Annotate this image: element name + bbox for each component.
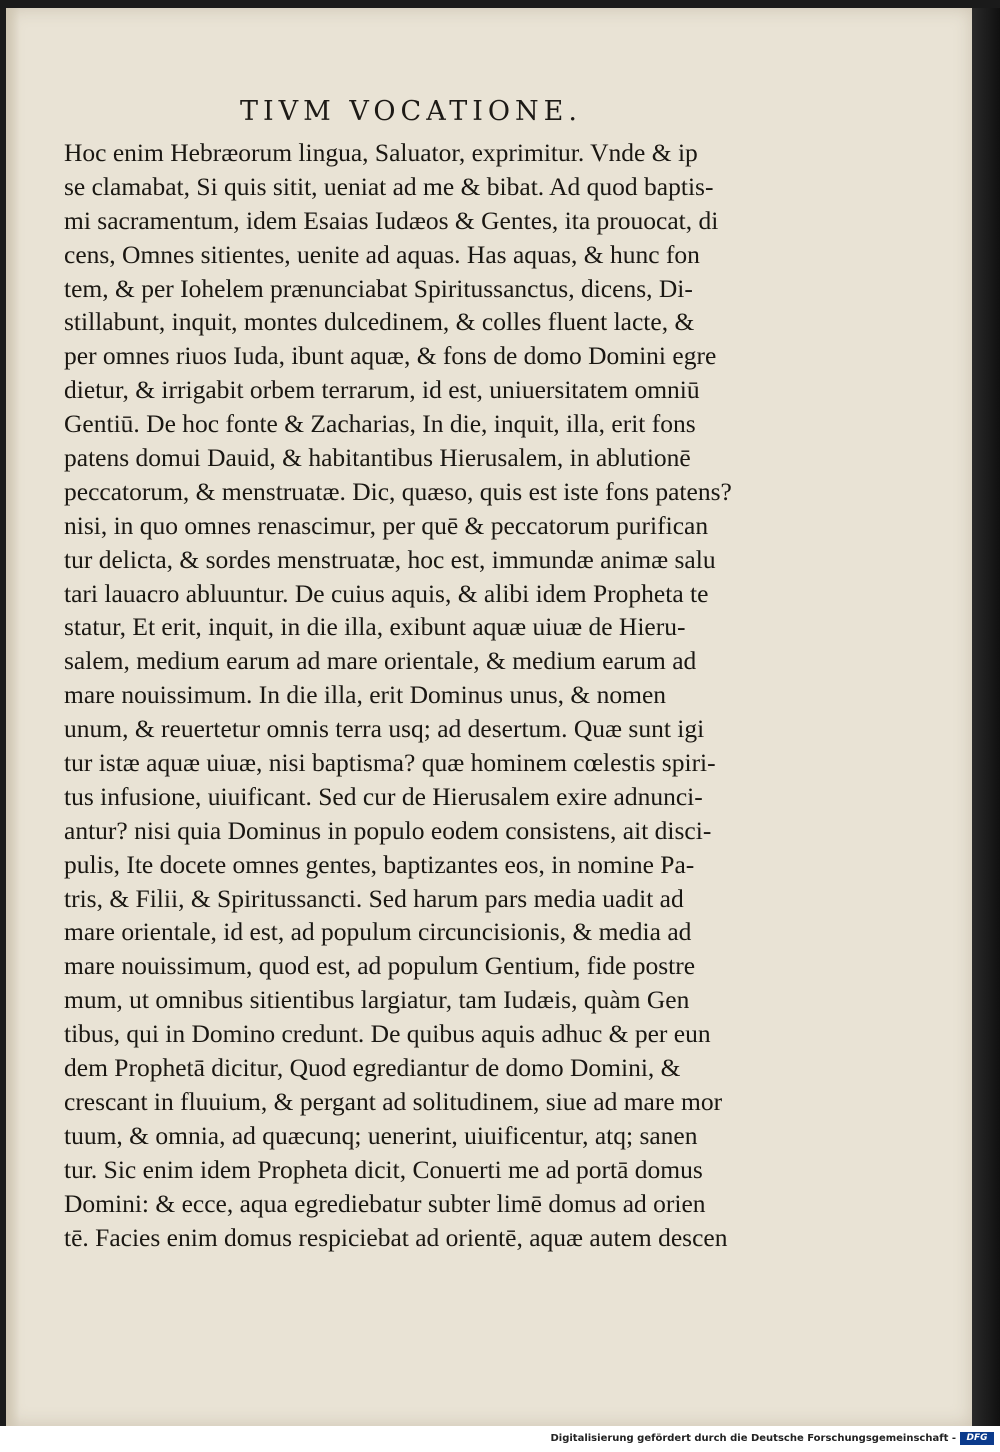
text-line: tem, & per Iohelem prænunciabat Spiritussanctus, dicens, Di- — [64, 273, 693, 303]
text-line: Gentiū. De hoc fonte & Zacharias, In die, inquit, illa, erit fons — [64, 409, 696, 439]
text-line: nisi, in quo omnes renascimur, per quē & peccatorum purifican — [64, 510, 709, 540]
body-text — [64, 136, 804, 1254]
text-line: per omnes riuos Iuda, ibunt aquæ, & fons de domo Domini egre — [64, 341, 717, 371]
text-line: mare orientale, id est, ad populum circuncisionis, & media ad — [64, 917, 692, 947]
text-line: antur? nisi quia Dominus in populo eodem consistens, ait disci- — [64, 815, 712, 845]
text-line: patens domui Dauid, & habitantibus Hierusalem, in ablutionē — [64, 443, 691, 473]
text-line: tur istæ aquæ uiuæ, nisi baptisma? quæ hominem cœlestis spiri- — [64, 748, 716, 778]
text-line: tris, & Filii, & Spiritussancti. Sed harum pars media uadit ad — [64, 883, 684, 913]
text-line: peccatorum, & menstruatæ. Dic, quæso, quis est iste fons patens? — [64, 476, 732, 506]
text-line: mum, ut omnibus sitientibus largiatur, tam Iudæis, quàm Gen — [64, 985, 690, 1015]
text-line: stillabunt, inquit, montes dulcedinem, & colles fluent lacte, & — [64, 307, 695, 337]
text-line: tus infusione, uiuificant. Sed cur de Hierusalem exire adnunci- — [64, 781, 703, 811]
text-line: cens, Omnes sitientes, uenite ad aquas. Has aquas, & hunc fon — [64, 239, 700, 269]
text-line: mare nouissimum. In die illa, erit Dominus unus, & nomen — [64, 680, 667, 710]
scan-frame-right — [972, 8, 1000, 1426]
text-line: tur. Sic enim idem Propheta dicit, Conuerti me ad portā domus — [64, 1154, 703, 1184]
text-line: tur delicta, & sordes menstruatæ, hoc est, immundæ animæ salu — [64, 544, 716, 574]
text-line: crescant in fluuium, & pergant ad solitudinem, siue ad mare mor — [64, 1086, 723, 1116]
dfg-logo: DFG — [960, 1432, 994, 1445]
text-line: dietur, & irrigabit orbem terrarum, id est, uniuersitatem omniū — [64, 375, 700, 405]
text-line: tari lauacro abluuntur. De cuius aquis, & alibi idem Propheta te — [64, 578, 709, 608]
page-shadow-edge — [6, 8, 20, 1426]
digitization-footer — [0, 1426, 1000, 1452]
scan-frame-top — [0, 0, 1000, 8]
text-line: unum, & reuertetur omnis terra usq; ad desertum. Quæ sunt igi — [64, 714, 705, 744]
text-line: salem, medium earum ad mare orientale, & medium earum ad — [64, 646, 697, 676]
funding-credit: Digitalisierung gefördert durch die Deutsche Forschungsgemeinschaft - — [550, 1433, 956, 1444]
text-line: mare nouissimum, quod est, ad populum Gentium, fide postre — [64, 951, 696, 981]
text-line: pulis, Ite docete omnes gentes, baptizantes eos, in nomine Pa- — [64, 849, 695, 879]
text-line: statur, Et erit, inquit, in die illa, exibunt aquæ uiuæ de Hieru- — [64, 612, 686, 642]
text-line: se clamabat, Si quis sitit, ueniat ad me & bibat. Ad quod baptis- — [64, 171, 714, 201]
running-head: TIVM VOCATIONE. — [240, 96, 582, 127]
text-line: tuum, & omnia, ad quæcunq; uenerint, uiuificentur, atq; sanen — [64, 1120, 698, 1150]
text-line: tibus, qui in Domino credunt. De quibus aquis adhuc & per eun — [64, 1019, 711, 1049]
text-line: tē. Facies enim domus respiciebat ad orientē, aquæ autem descen — [64, 1222, 728, 1252]
text-line: dem Prophetā dicitur, Quod egrediantur de domo Domini, & — [64, 1053, 681, 1083]
text-line: Hoc enim Hebræorum lingua, Saluator, exprimitur. Vnde & ip — [64, 138, 698, 167]
text-line: Domini: & ecce, aqua egrediebatur subter limē domus ad orien — [64, 1188, 706, 1218]
text-line: mi sacramentum, idem Esaias Iudæos & Gentes, ita prouocat, di — [64, 205, 719, 235]
